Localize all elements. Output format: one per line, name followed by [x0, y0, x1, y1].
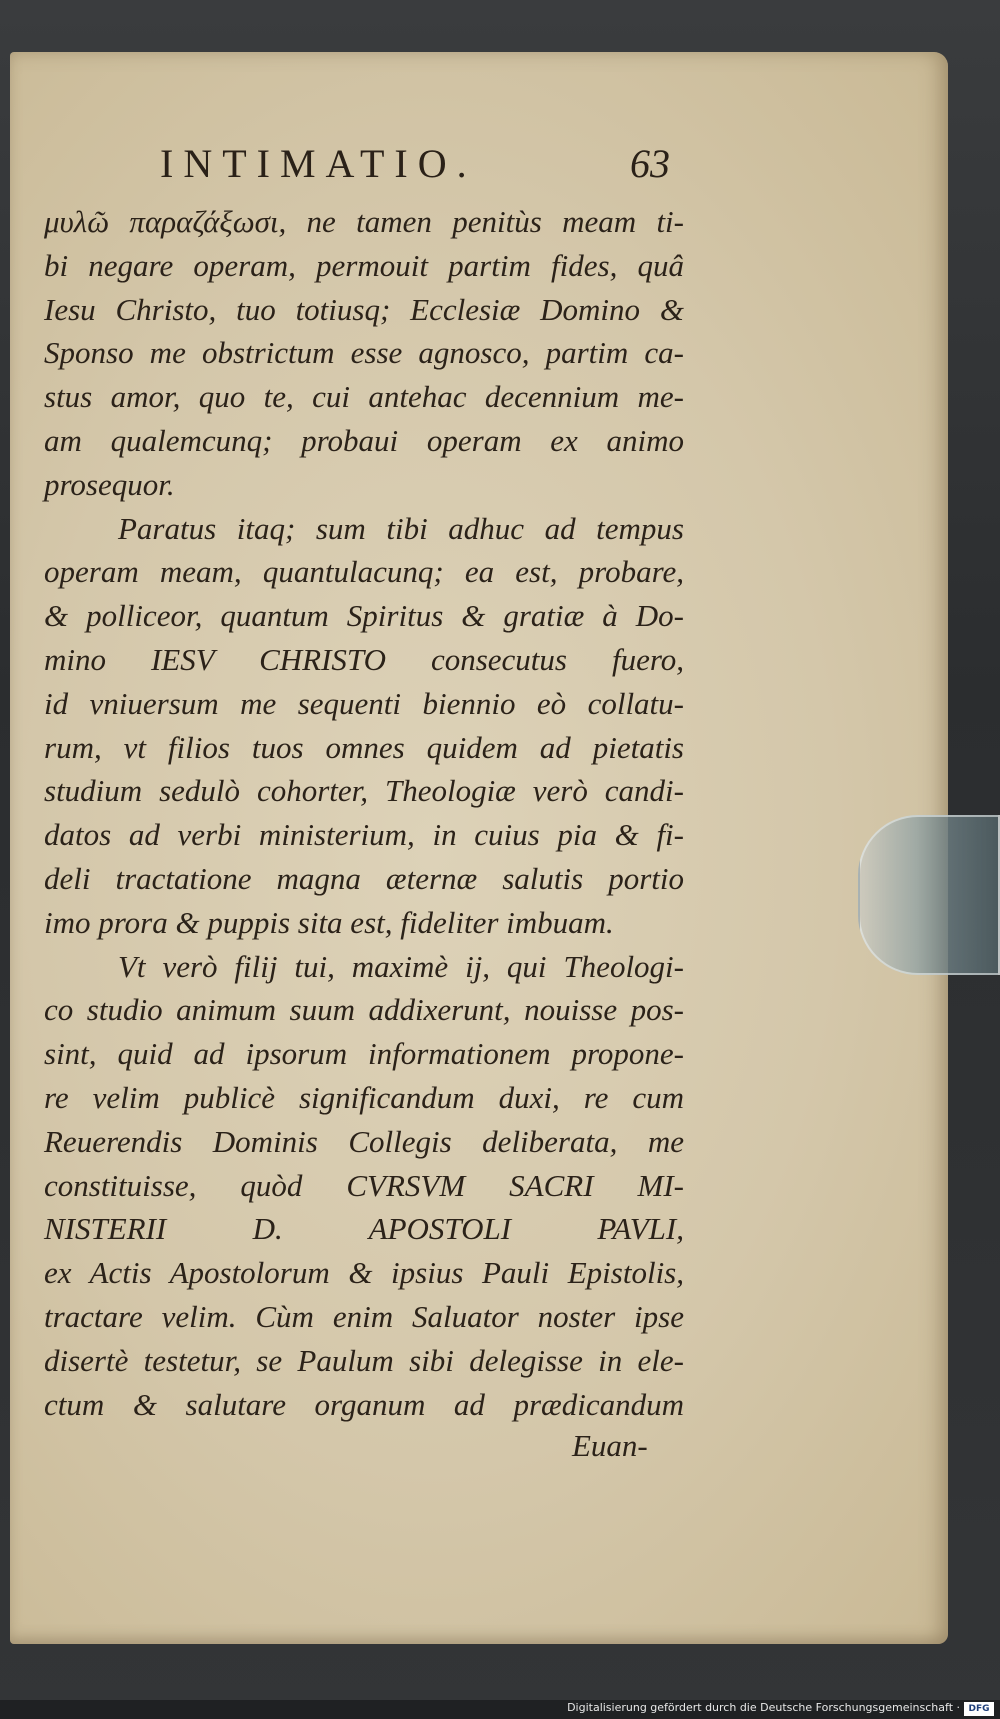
- text-line: rum, vt filios tuos omnes quidem ad pietatis: [44, 729, 684, 765]
- text-line: & polliceor, quantum Spiritus & gratiæ à Do-: [44, 598, 684, 634]
- text-line: Reuerendis Dominis Collegis deliberata, me: [44, 1123, 684, 1159]
- text-line: id vniuersum me sequenti biennio eò collatu-: [44, 685, 684, 721]
- text-line: mino IESV CHRISTO consecutus fuero,: [44, 641, 684, 677]
- text-line: ex Actis Apostolorum & ipsius Pauli Epistolis,: [44, 1255, 684, 1291]
- funding-credit: Digitalisierung gefördert durch die Deutsche Forschungsgemeinschaft ·: [567, 1701, 960, 1714]
- text-line: am qualemcunq; probaui operam ex animo: [44, 422, 684, 458]
- page-clip: [858, 815, 1000, 975]
- text-line: deli tractatione magna æternæ salutis portio: [44, 860, 684, 896]
- text-line: Paratus itaq; sum tibi adhuc ad tempus: [118, 510, 684, 546]
- text-line: Sponso me obstrictum esse agnosco, partim ca-: [44, 335, 684, 371]
- text-line: bi negare operam, permouit partim fides, quâ: [44, 247, 684, 283]
- page-number: 63: [630, 141, 670, 186]
- running-head: INTIMATIO.: [160, 141, 477, 186]
- text-line: prosequor.: [44, 466, 175, 502]
- text-line: μυλῶ παραζάξωσι, ne tamen penitùs meam ti-: [44, 204, 684, 239]
- text-line: re velim publicè significandum duxi, re cum: [44, 1079, 684, 1115]
- text-line: co studio animum suum addixerunt, nouisse pos-: [44, 992, 684, 1028]
- body-text: [44, 200, 684, 1426]
- text-line: operam meam, quantulacunq; ea est, probare,: [44, 554, 684, 590]
- dfg-logo: DFG: [964, 1702, 994, 1716]
- text-line: disertè testetur, se Paulum sibi delegisse in ele-: [44, 1342, 684, 1378]
- text-line: studium sedulò cohorter, Theologiæ verò candi-: [44, 773, 684, 809]
- text-line: NISTERII D. APOSTOLI PAVLI,: [44, 1211, 684, 1247]
- text-line: tractare velim. Cùm enim Saluator noster ipse: [44, 1298, 684, 1334]
- text-line: Vt verò filij tui, maximè ij, qui Theologi-: [118, 948, 684, 984]
- text-line: sint, quid ad ipsorum informationem propone-: [44, 1036, 684, 1072]
- text-line: datos ad verbi ministerium, in cuius pia & fi-: [44, 817, 684, 853]
- text-line: Iesu Christo, tuo totiusq; Ecclesiæ Domino &: [44, 291, 684, 327]
- text-line: ctum & salutare organum ad prædicandum: [44, 1386, 684, 1422]
- catchword: Euan-: [572, 1428, 648, 1463]
- text-line: constituisse, quòd CVRSVM SACRI MI-: [44, 1167, 684, 1203]
- text-line: imo prora & puppis sita est, fideliter imbuam.: [44, 904, 614, 940]
- text-line: stus amor, quo te, cui antehac decennium me-: [44, 379, 684, 415]
